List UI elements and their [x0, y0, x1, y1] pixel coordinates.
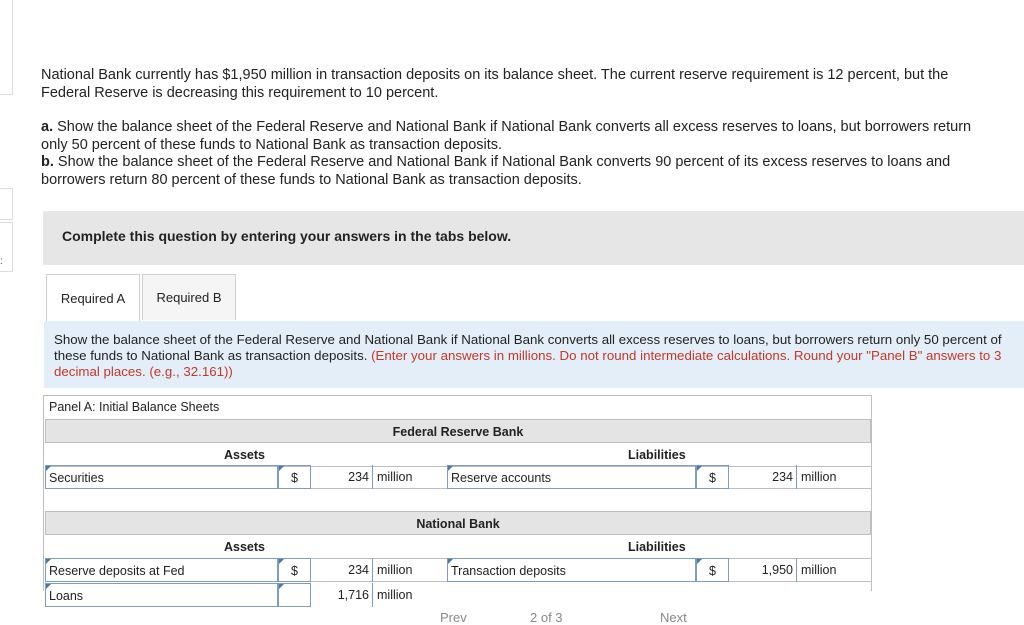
- prev-button[interactable]: Prev: [440, 610, 467, 625]
- fed-liability-unit: million: [801, 470, 837, 484]
- balance-sheet-panel: [43, 395, 872, 603]
- fed-asset-currency: $: [278, 465, 311, 489]
- tab-required-a[interactable]: Required A: [46, 274, 140, 322]
- fed-liability-currency: $: [696, 465, 729, 489]
- bank-asset-account-select[interactable]: Reserve deposits at Fed: [45, 558, 278, 582]
- task-instructions: [44, 321, 1024, 388]
- bank-heading: National Bank: [45, 511, 871, 535]
- panel-title: Panel A: Initial Balance Sheets: [49, 400, 220, 414]
- bank-liability-amount-input[interactable]: 1,950: [729, 558, 797, 582]
- fed-asset-amount-input[interactable]: 234: [311, 465, 373, 489]
- bank-liability-unit: million: [801, 563, 837, 577]
- bank-assets-label: Assets: [224, 540, 265, 554]
- next-button[interactable]: Next: [660, 610, 687, 625]
- fed-heading: Federal Reserve Bank: [45, 419, 871, 443]
- instruction-text: Complete this question by entering your answers in the tabs below.: [62, 228, 512, 244]
- bank-liabilities-label: Liabilities: [628, 540, 686, 554]
- task-note: (Enter your answers in millions. Do not round intermediate calculations. Round your "Panel B" answers to 3 decimal places. (e.g., 32.161)): [54, 347, 1002, 379]
- page-indicator: 2 of 3: [530, 610, 563, 625]
- bottom-navigation: [420, 608, 740, 623]
- side-marker-icon: :: [0, 256, 3, 267]
- bank-liability-currency: $: [696, 558, 729, 582]
- bank-asset-amount-input[interactable]: 234: [311, 558, 373, 582]
- bank-loans-currency: [278, 583, 311, 607]
- side-panel-stub: [0, 188, 13, 220]
- bank-asset-unit: million: [377, 563, 413, 577]
- bank-loans-unit: million: [377, 588, 413, 602]
- fed-liability-amount-input[interactable]: 234: [729, 465, 797, 489]
- bank-balance-row: [45, 558, 871, 582]
- instruction-bar: [43, 211, 1024, 265]
- fed-column-headers: [45, 443, 871, 467]
- task-text: Show the balance sheet of the Federal Reserve and National Bank if National Bank converts all excess reserves to loans, but borrowers return only 50 percent of these funds to National Bank as transaction deposits.: [54, 332, 1002, 363]
- bank-liability-account-select[interactable]: Transaction deposits: [447, 558, 696, 582]
- bank-partial-row: [45, 583, 871, 607]
- side-panel-stub: [0, 0, 13, 95]
- problem-intro: National Bank currently has $1,950 million in transaction deposits on its balance sheet. The current reserve requirement is 12 percent, but the Federal Reserve is decreasing this requirement to 10 percent.: [41, 67, 949, 101]
- problem-statement: [41, 67, 991, 189]
- bank-asset-currency: $: [278, 558, 311, 582]
- fed-asset-unit: million: [377, 470, 413, 484]
- fed-liability-account-select[interactable]: Reserve accounts: [447, 465, 696, 489]
- tab-required-b[interactable]: Required B: [142, 274, 236, 320]
- problem-part-a: a. Show the balance sheet of the Federal Reserve and National Bank if National Bank converts all excess reserves to loans, but borrowers return only 50 percent of these funds to National Bank as transaction deposits.: [41, 119, 972, 153]
- bank-loans-account-select[interactable]: Loans: [45, 583, 278, 607]
- problem-part-b: b. Show the balance sheet of the Federal Reserve and National Bank if National Bank converts 90 percent of its excess reserves to loans and borrowers return 80 percent of these funds to National Bank as transaction deposits.: [41, 154, 951, 188]
- fed-asset-account-select[interactable]: Securities: [45, 465, 278, 489]
- fed-assets-label: Assets: [224, 448, 265, 462]
- fed-balance-row: [45, 465, 871, 489]
- fed-liabilities-label: Liabilities: [628, 448, 686, 462]
- bank-column-headers: [45, 535, 871, 559]
- bank-loans-amount-input[interactable]: 1,716: [311, 583, 373, 607]
